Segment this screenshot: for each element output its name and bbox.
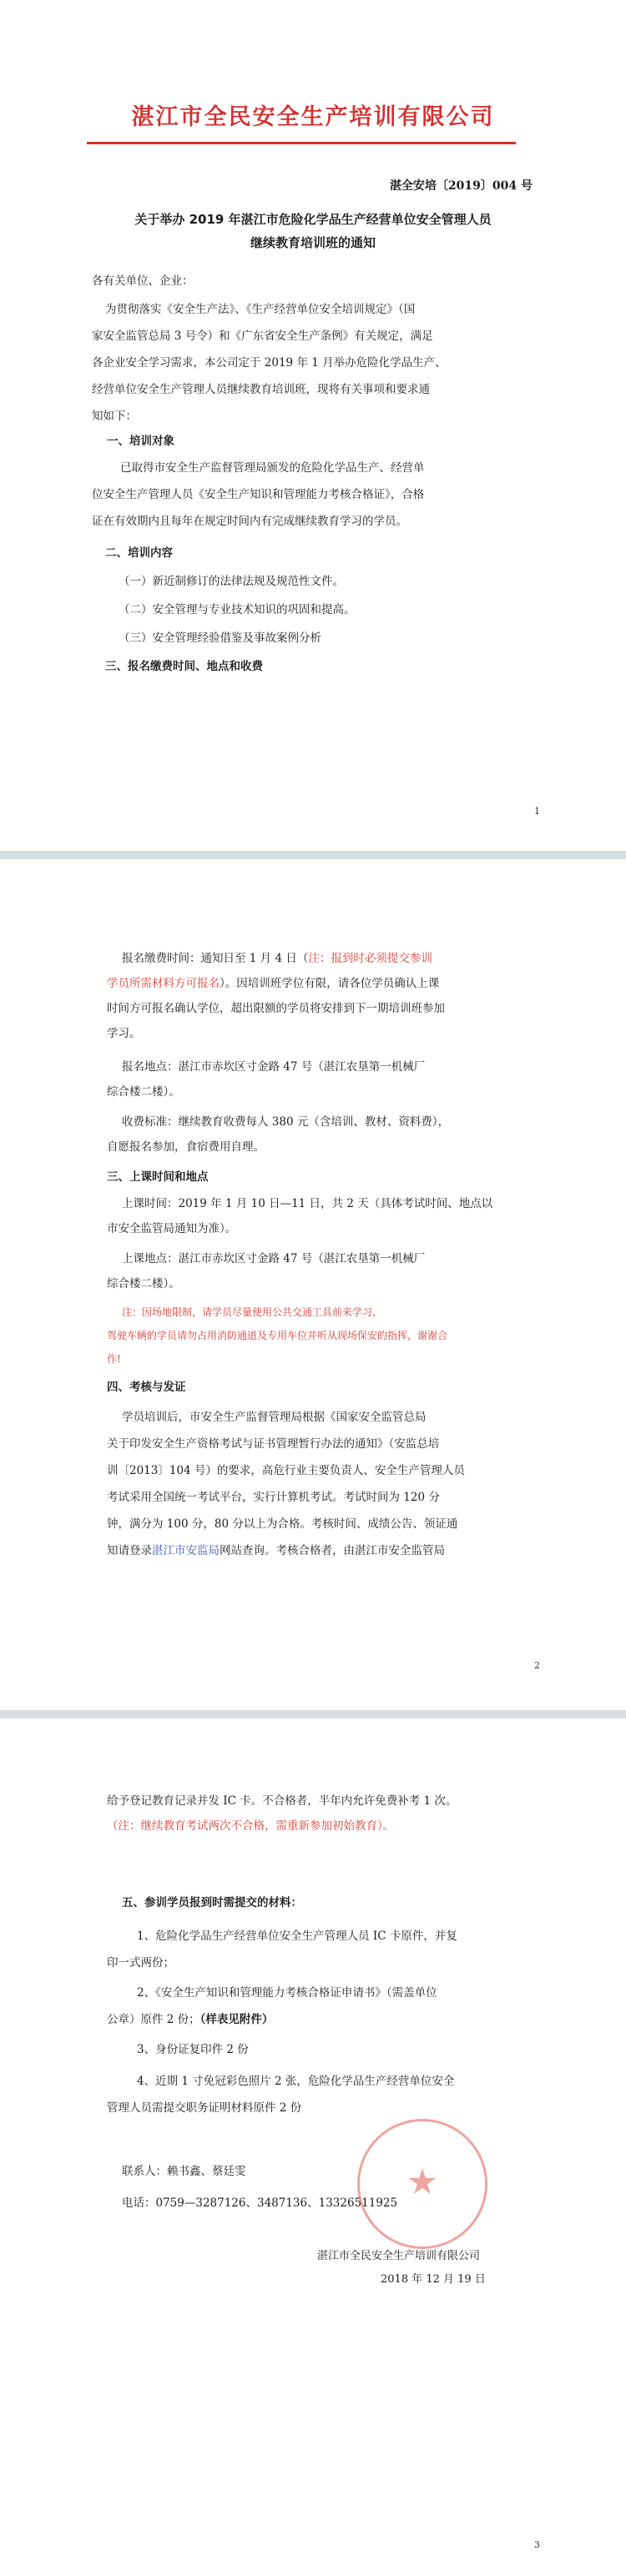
salutation: 各有关单位、企业： <box>92 274 194 288</box>
section-1-line: 证在有效期内且每年在规定时间内有完成继续教育学习的学员。 <box>92 515 407 528</box>
reg-time-line: 学习。 <box>107 1027 141 1040</box>
section-heading-1: 一、培训对象 <box>107 435 174 448</box>
transport-note: 作! <box>107 1353 121 1365</box>
material-item: 印一式两份； <box>107 1956 174 1970</box>
page-number: 3 <box>534 2539 540 2550</box>
section-1-line: 已取得市安全生产监督管理局颁发的危险化学品生产、经营单 <box>120 461 425 475</box>
material-item: 管理人员需提交职务证明材料原件 2 份 <box>107 2101 302 2115</box>
reg-time-red-note: 注：报到时必须提交参训 <box>308 952 432 965</box>
section-heading-exam: 四、考核与发证 <box>107 1381 186 1394</box>
contact-phone: 电话：0759—3287126、3487136、13326511925 <box>122 2196 398 2210</box>
class-place-line: 综合楼二楼）。 <box>107 1277 180 1291</box>
continuation-red-note: （注：继续教育考试两次不合格，需重新参加初始教育）。 <box>107 1819 395 1833</box>
exam-text: 知请登录 <box>107 1544 152 1557</box>
exam-line: 钟，满分为 100 分，80 分以上为合格。考核时间、成绩公告、领证通 <box>107 1517 458 1531</box>
reg-time-text: ）。因培训班学位有限，请各位学员确认上课 <box>220 977 440 990</box>
class-place-line: 上课地点：湛江市赤坎区寸金路 47 号（湛江农垦第一机械厂 <box>122 1252 426 1265</box>
material-item <box>107 2012 273 2027</box>
fee-line: 收费标准：继续教育收费每人 380 元（含培训、教材、资料费）， <box>122 1115 450 1129</box>
exam-line: 学员培训后，市安全生产监督管理局根据《国家安全监管总局 <box>122 1411 427 1424</box>
class-time-line: 市安全监管局通知为准）。 <box>107 1222 237 1235</box>
reg-place-line: 报名地点：湛江市赤坎区寸金路 47 号（湛江农垦第一机械厂 <box>122 1060 426 1074</box>
material-item: 1、危险化学品生产经营单位安全生产管理人员 IC 卡原件，并复 <box>137 1929 457 1943</box>
contact-person: 联系人：赖书鑫、蔡廷雯 <box>122 2165 246 2178</box>
material-item: 4、近期 1 寸免冠彩色照片 2 张，危险化学品生产经营单位安全 <box>137 2075 455 2088</box>
letterhead-red-rule <box>87 142 516 144</box>
document-page-2 <box>0 859 626 1710</box>
attachment-note: （样表见附件） <box>199 2013 274 2026</box>
safety-bureau-link[interactable]: 湛江市安监局 <box>152 1544 220 1557</box>
document-page-1 <box>0 0 626 851</box>
notice-title-line-2: 继续教育培训班的通知 <box>250 235 376 250</box>
reg-place-line: 综合楼二楼）。 <box>107 1085 180 1099</box>
letterhead-org-name: 湛江市全民安全生产培训有限公司 <box>131 104 495 130</box>
intro-line: 知如下： <box>92 410 137 423</box>
exam-line: 关于印发安全生产资格考试与证书管理暂行办法的通知》（安监总培 <box>107 1437 440 1451</box>
exam-line: 考试采用全国统一考试平台，实行计算机考试。考试时间为 120 分 <box>107 1491 440 1504</box>
document-number: 湛全安培〔2019〕004 号 <box>389 179 533 193</box>
section-1-line: 位安全生产管理人员《安全生产知识和管理能力考核合格证》，合格 <box>92 488 425 501</box>
official-seal <box>357 2119 487 2249</box>
section-heading-materials: 五、参训学员报到时需提交的材料： <box>122 1896 302 1909</box>
signature-org: 湛江市全民安全生产培训有限公司 <box>317 2250 481 2262</box>
reg-time-line <box>122 951 432 966</box>
section-2-item: （二）安全管理与专业技术知识的巩固和提高。 <box>119 603 356 616</box>
transport-note: 注：因场地限制，请学员尽量使用公共交通工具前来学习， <box>122 1306 383 1318</box>
notice-title-line-1: 关于举办 2019 年湛江市危险化学品生产经营单位安全管理人员 <box>134 212 492 227</box>
reg-time-line <box>107 976 439 991</box>
exam-line <box>107 1543 445 1558</box>
exam-line: 训〔2013〕104 号）的要求，高危行业主要负责人、安全生产管理人员 <box>107 1464 465 1477</box>
section-heading-3: 三、报名缴费时间、地点和收费 <box>105 660 263 673</box>
intro-line: 经营单位安全生产管理人员继续教育培训班，现将有关事项和要求通 <box>92 383 430 396</box>
transport-note: 驾驶车辆的学员请勿占用消防通道及专用车位并听从现场保安的指挥，谢谢合 <box>107 1330 448 1341</box>
intro-line: 家安全监管总局 3 号令）和《广东省安全生产条例》有关规定，满足 <box>92 330 433 343</box>
section-2-item: （一）新近制修订的法律法规及规范性文件。 <box>119 575 344 588</box>
reg-time-line: 时间方可报名确认学位，超出限额的学员将安排到下一期培训班参加 <box>107 1002 445 1015</box>
reg-time-text: 报名缴费时间：通知日至 1 月 4 日（ <box>122 952 309 965</box>
fee-line: 自愿报名参加，食宿费用自理。 <box>107 1140 265 1154</box>
page-number: 1 <box>534 806 540 817</box>
section-heading-2: 二、培训内容 <box>105 546 173 560</box>
signature-date: 2018 年 12 月 19 日 <box>381 2273 486 2286</box>
exam-text: 网站查询。考核合格者，由湛江市安全监管局 <box>220 1544 445 1557</box>
material-item: 2、《安全生产知识和管理能力考核合格证申请书》（需盖单位 <box>137 1986 437 2000</box>
intro-line: 为贯彻落实《安全生产法》、《生产经营单位安全培训规定》（国 <box>105 303 416 316</box>
continuation-line: 给予登记教育记录并发 IC 卡。不合格者，半年内允许免费补考 1 次。 <box>107 1794 457 1808</box>
intro-line: 各企业安全学习需求，本公司定于 2019 年 1 月举办危险化学品生产、 <box>92 356 447 370</box>
material-item: 3、身份证复印件 2 份 <box>137 2043 249 2056</box>
class-time-line: 上课时间：2019 年 1 月 10 日—11 日，共 2 天（具体考试时间、地点以 <box>122 1197 493 1210</box>
document-page-3 <box>0 1718 626 2576</box>
section-heading-class: 三、上课时间和地点 <box>107 1170 209 1184</box>
reg-time-red-note: 学员所需材料方可报名 <box>107 977 220 990</box>
section-2-item: （三）安全管理经验借鉴及事故案例分析 <box>119 631 321 645</box>
material-text: 公章）原件 2 份； <box>107 2013 200 2026</box>
page-number: 2 <box>534 1660 540 1671</box>
